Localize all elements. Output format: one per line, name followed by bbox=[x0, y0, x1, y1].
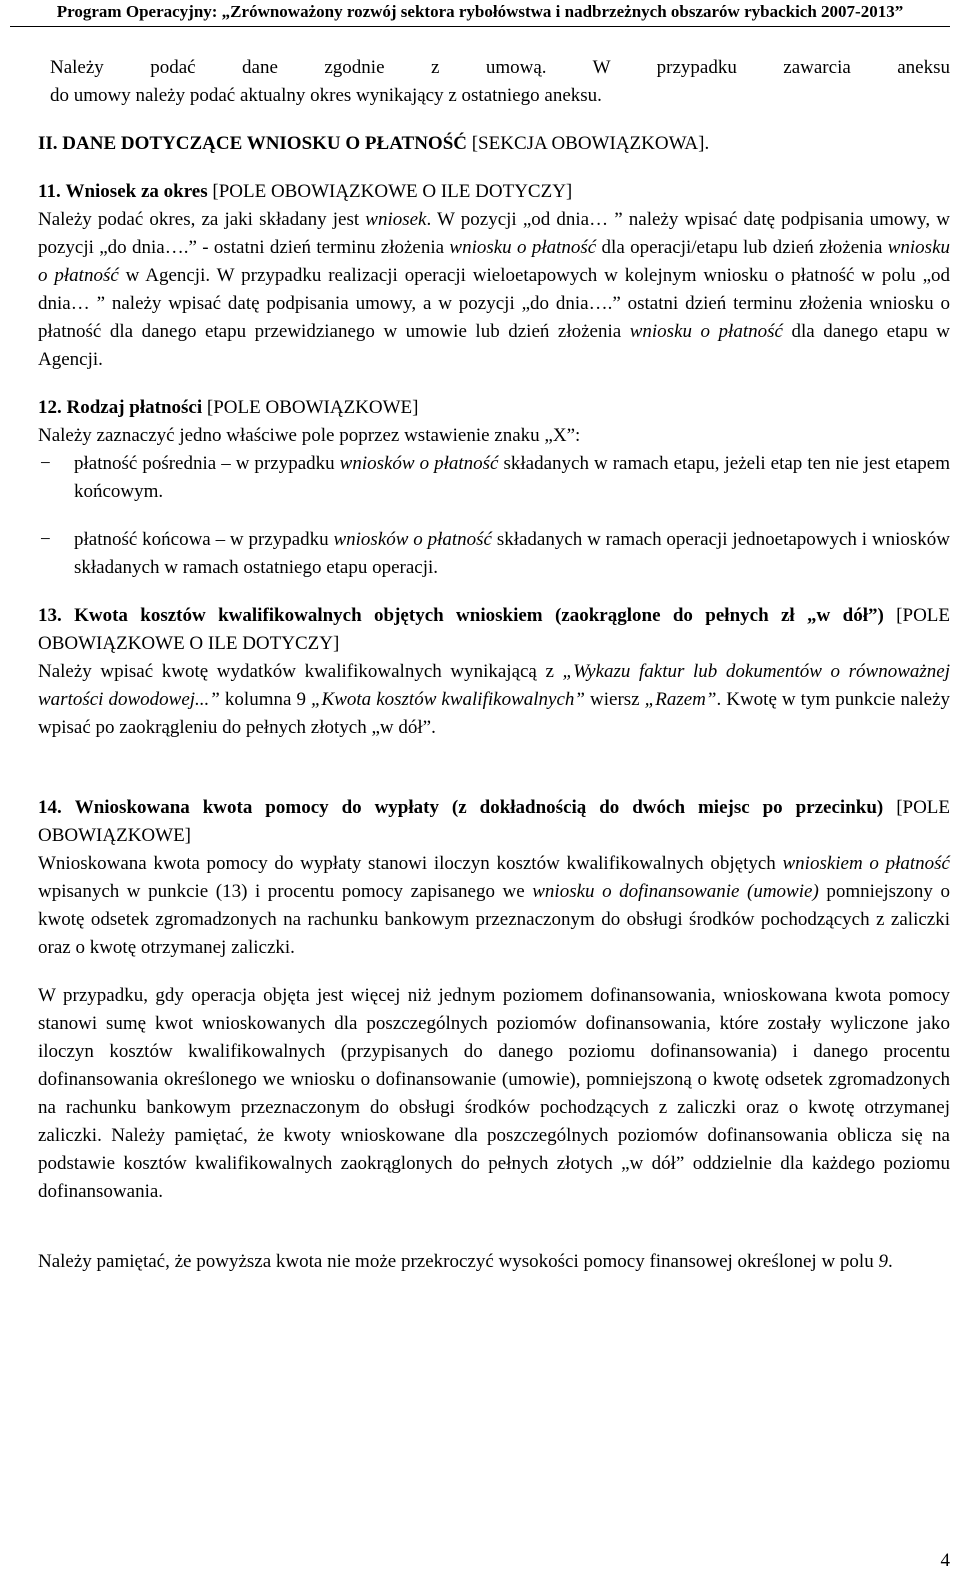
section-title: DANE DOTYCZĄCE WNIOSKU O PŁATNOŚĆ bbox=[62, 133, 467, 154]
item-11-heading bbox=[38, 178, 950, 206]
item-14-tag: [POLE OBOWIĄZKOWE] bbox=[38, 797, 951, 846]
item-14-number: 14. bbox=[38, 797, 62, 818]
item-14-paragraph-2: W przypadku, gdy operacja objęta jest więcej niż jednym poziomem dofinansowania, wnioskowana kwota pomocy stanowi sumę kwot wnioskowanych dla poszczególnych poziomów dofinansowania, które zostały wyliczone jako iloczyn kosztów kwalifikowalnych (przypisanych do danego poziomu dofinansowania) i danego procentu dofinansowania określonego we wniosku o dofinansowanie (umowie), pomniejszoną o kwotę odsetek zgromadzonych na rachunku bankowym przeznaczonym do obsługi środków pochodzących z zaliczki oraz o kwotę otrzymanej zaliczki. Należy pamiętać, że kwoty wnioskowane dla poszczególnych poziomów dofinansowania oblicza się na podstawie kosztów kwalifikowalnych zaokrąglonych do pełnych złotych „w dół” oddzielnie dla każdego poziomu dofinansowania. bbox=[38, 985, 950, 1202]
item-12-bullet-1: − płatność pośrednia – w przypadku wniosków o płatność składanych w ramach etapu, jeżeli etap ten nie jest etapem końcowym. bbox=[38, 450, 950, 506]
item-13-title: Kwota kosztów kwalifikowalnych objętych wnioskiem (zaokrąglone do pełnych zł „w dół”) bbox=[74, 605, 884, 626]
page-number: 4 bbox=[940, 1550, 950, 1571]
section-heading bbox=[38, 130, 950, 158]
item-11-tag: [POLE OBOWIĄZKOWE O ILE DOTYCZY] bbox=[212, 181, 573, 202]
running-header: Program Operacyjny: „Zrównoważony rozwój sektora rybołówstwa i nadbrzeżnych obszarów rybackich 2007-2013” bbox=[56, 2, 904, 21]
item-12-heading bbox=[38, 394, 950, 422]
item-14-title: Wnioskowana kwota pomocy do wypłaty (z dokładnością do dwóch miejsc po przecinku) bbox=[74, 797, 884, 818]
intro-paragraph bbox=[38, 54, 950, 110]
section-number: II. bbox=[38, 133, 58, 154]
item-13-body: Należy wpisać kwotę wydatków kwalifikowalnych wynikającą z „Wykazu faktur lub dokumentów o równoważnej wartości dowodowej...” kolumna 9 „Kwota kosztów kwalifikowalnych” wiersz „Razem”. Kwotę w tym punkcie należy wpisać po zaokrągleniu do pełnych złotych „w dół”. bbox=[38, 661, 951, 738]
header-rule bbox=[10, 26, 950, 27]
item-12-tag: [POLE OBOWIĄZKOWE] bbox=[206, 397, 419, 418]
item-12-lead: Należy zaznaczyć jedno właściwe pole poprzez wstawienie znaku „X”: bbox=[38, 425, 581, 446]
intro-line-1: Należy podać dane zgodnie z umową. W przypadku zawarcia aneksu bbox=[50, 57, 950, 78]
item-11-body: Należy podać okres, za jaki składany jest wniosek. W pozycji „od dnia… ” należy wpisać datę podpisania umowy, w pozycji „do dnia….” - ostatni dzień terminu złożenia wniosku o płatność dla operacji/etapu lub dzień złożenia wniosku o płatność w Agencji. W przypadku realizacji operacji wieloetapowych w kolejnym wniosku o płatność w polu „od dnia… ” należy wpisać datę podpisania umowy, a w pozycji „do dnia….” ostatni dzień terminu złożenia wniosku o płatność dla danego etapu przewidzianego w umowie lub dzień złożenia wniosku o płatność dla danego etapu w Agencji. bbox=[38, 209, 950, 370]
item-13-heading bbox=[38, 602, 950, 658]
item-11-number: 11. bbox=[38, 181, 61, 202]
item-14-paragraph-3: Należy pamiętać, że powyższa kwota nie może przekroczyć wysokości pomocy finansowej określonej w polu 9. bbox=[38, 1251, 893, 1272]
item-11-title: Wniosek za okres bbox=[65, 181, 208, 202]
item-12-title: Rodzaj płatności bbox=[66, 397, 203, 418]
intro-line-2: do umowy należy podać aktualny okres wynikający z ostatniego aneksu. bbox=[50, 85, 602, 106]
dash-bullet: − bbox=[40, 453, 51, 474]
item-12-bullet-2: − płatność końcowa – w przypadku wniosków o płatność składanych w ramach operacji jednoetapowych i wniosków składanych w ramach ostatniego etapu operacji. bbox=[38, 526, 950, 582]
dash-bullet: − bbox=[40, 529, 51, 550]
item-12-number: 12. bbox=[38, 397, 62, 418]
section-tag: [SEKCJA OBOWIĄZKOWA]. bbox=[471, 133, 710, 154]
item-13-number: 13. bbox=[38, 605, 62, 626]
document-body bbox=[38, 54, 950, 1276]
item-14-paragraph-1: Wnioskowana kwota pomocy do wypłaty stanowi iloczyn kosztów kwalifikowalnych objętych wnioskiem o płatność wpisanych w punkcie (13) i procentu pomocy zapisanego we wniosku o dofinansowanie (umowie) pomniejszony o kwotę odsetek zgromadzonych na rachunku bankowym przeznaczonym do obsługi środków pochodzących z zaliczki oraz o kwotę otrzymanej zaliczki. bbox=[38, 853, 950, 958]
item-14-heading bbox=[38, 794, 950, 850]
item-13-tag: [POLE OBOWIĄZKOWE O ILE DOTYCZY] bbox=[38, 605, 950, 654]
